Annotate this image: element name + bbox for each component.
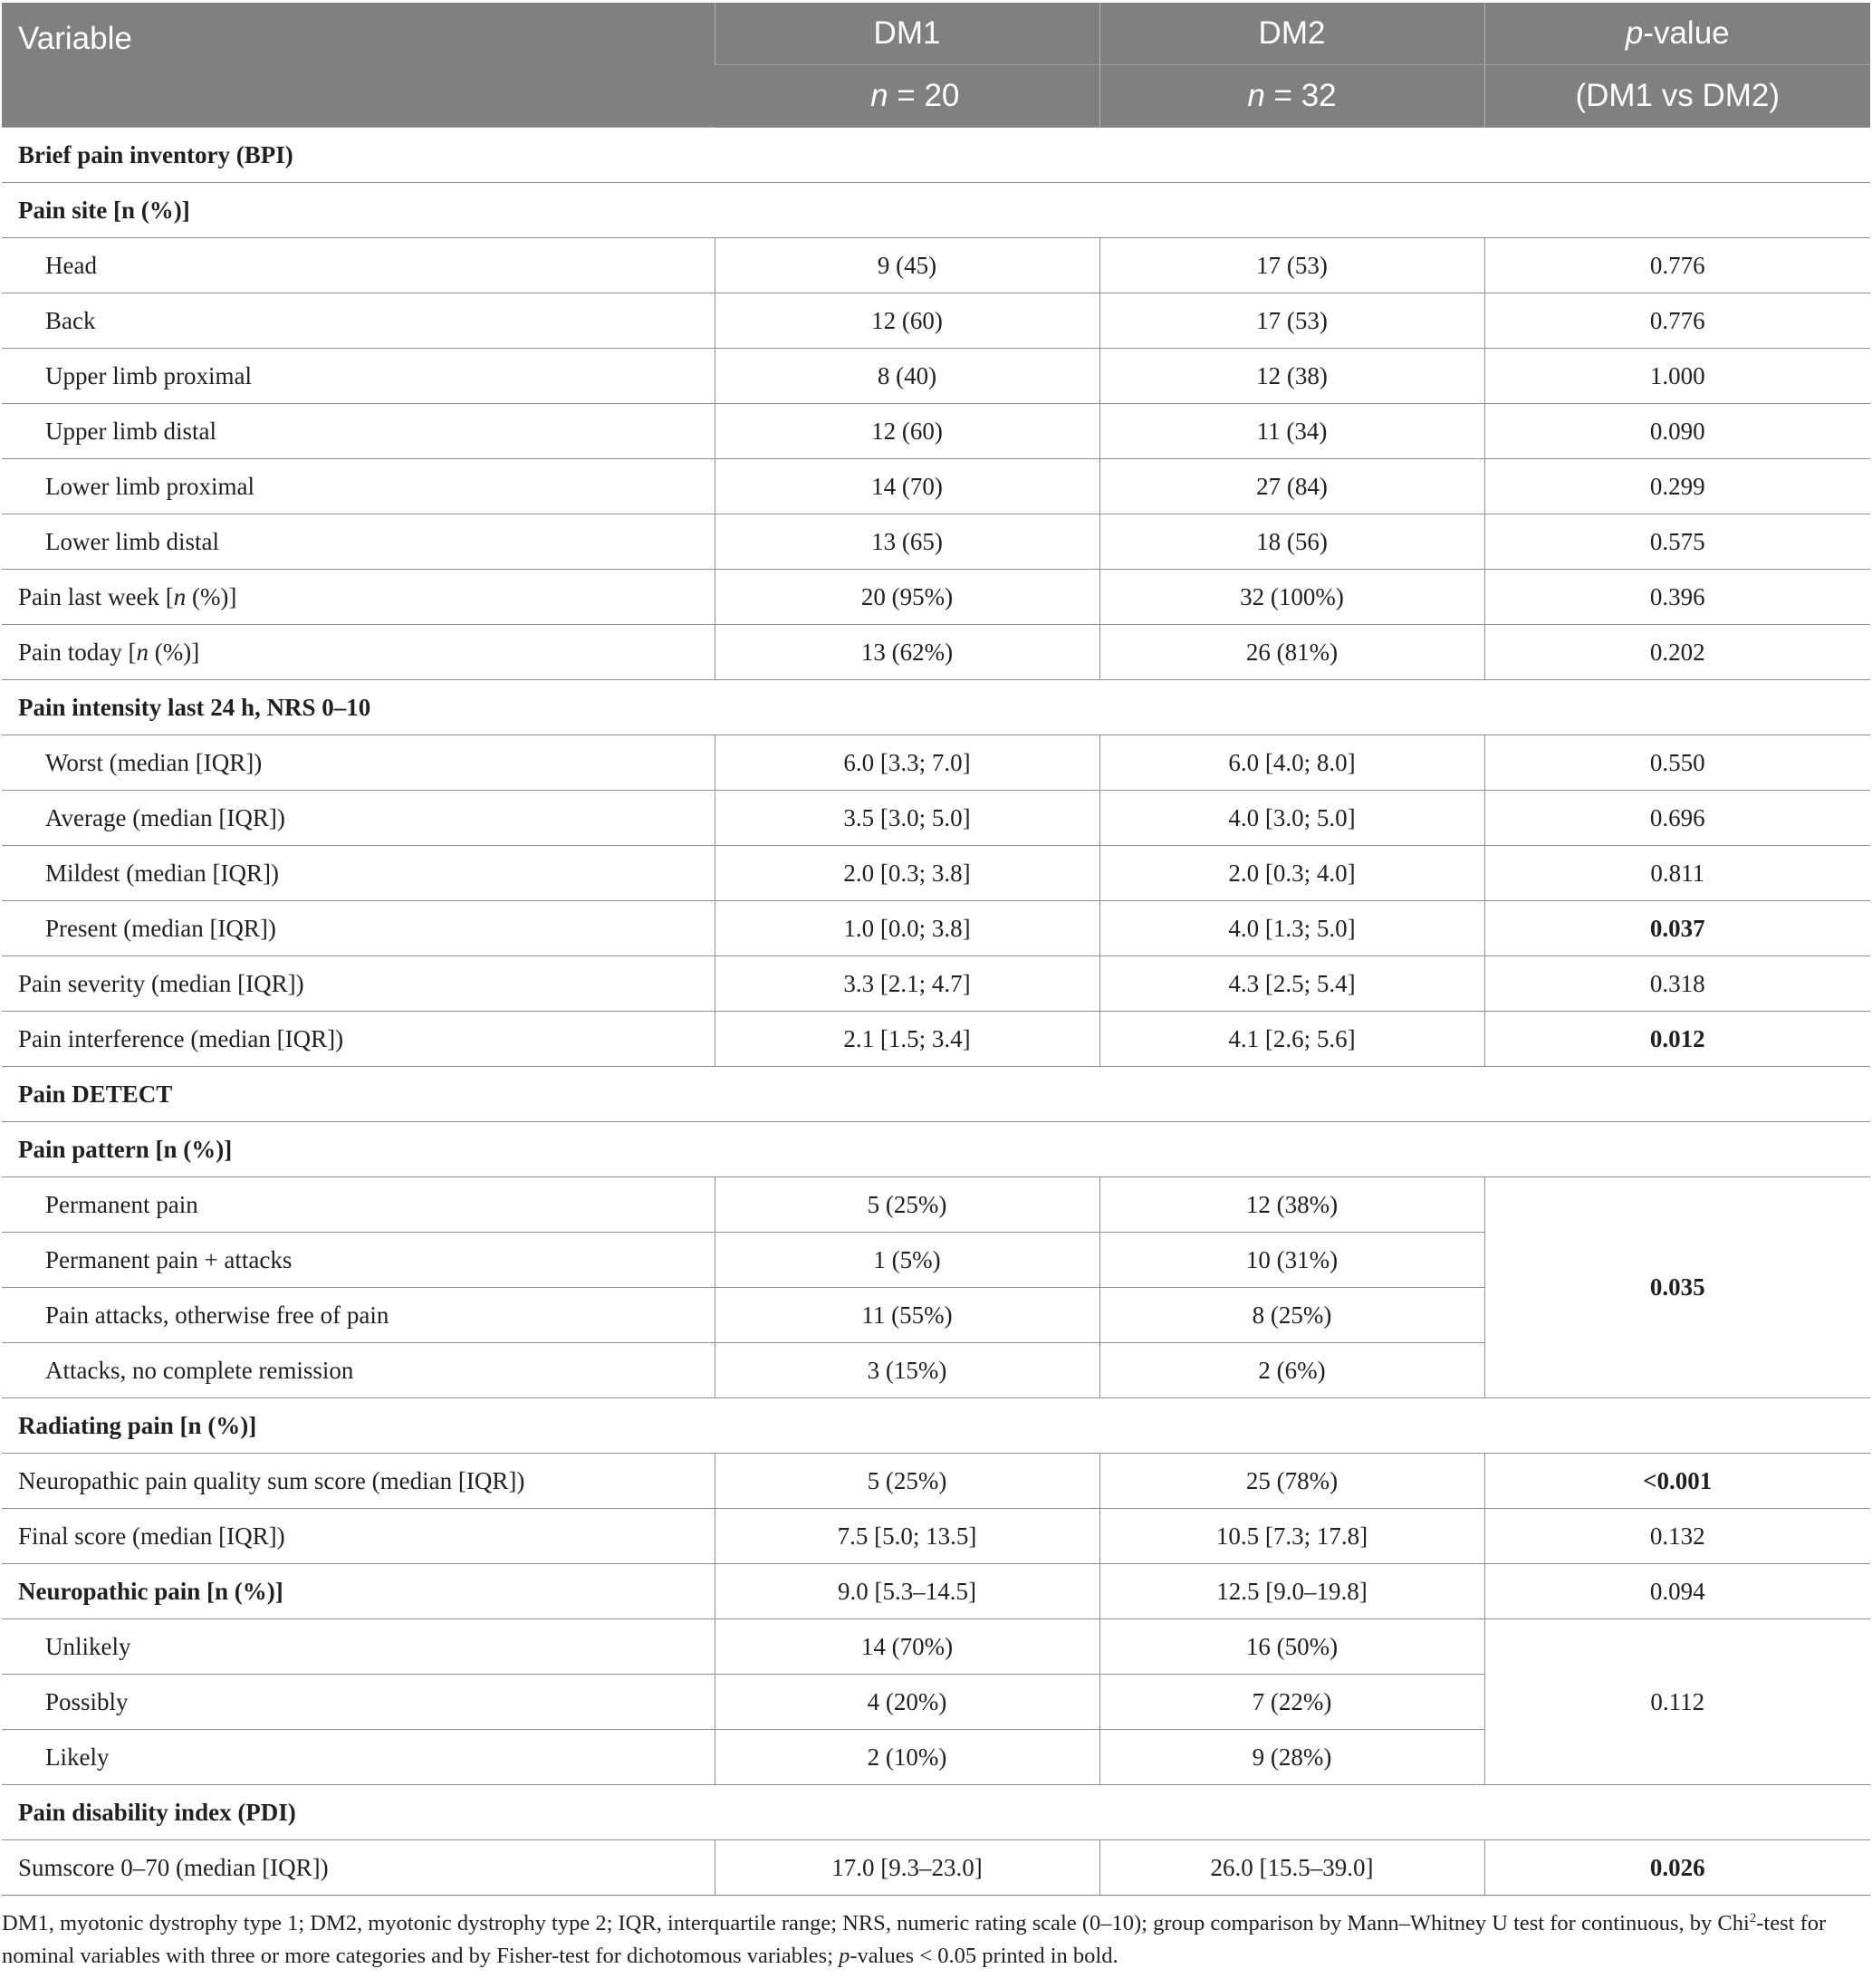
table-row (2, 1012, 1870, 1067)
table-row (2, 791, 1870, 846)
dm1-value: 17.0 [9.3–23.0] (715, 1840, 1099, 1896)
dm2-value: 4.0 [1.3; 5.0] (1099, 901, 1484, 956)
header-dm2: DM2 (1099, 3, 1484, 65)
table-row (2, 625, 1870, 680)
p-value: 0.776 (1484, 293, 1870, 349)
row-label: Upper limb distal (2, 404, 715, 459)
footnote-superscript: 2 (1749, 1911, 1757, 1926)
p-value: 0.090 (1484, 404, 1870, 459)
table-row (2, 1840, 1870, 1896)
table-row (2, 735, 1870, 791)
p-value: 0.811 (1484, 846, 1870, 901)
header-dm1-n (715, 65, 1099, 128)
dm1-value: 2.1 [1.5; 3.4] (715, 1012, 1099, 1067)
table-body (2, 128, 1870, 1896)
section-row (2, 1067, 1870, 1122)
p-value: 0.132 (1484, 1509, 1870, 1564)
footnote-p-italic: p (839, 1944, 850, 1969)
p-value: 0.696 (1484, 791, 1870, 846)
p-value: 0.550 (1484, 735, 1870, 791)
row-label: Sumscore 0–70 (median [IQR]) (2, 1840, 715, 1896)
section-row (2, 183, 1870, 238)
dm2-value: 10 (31%) (1099, 1233, 1484, 1288)
dm2-value: 6.0 [4.0; 8.0] (1099, 735, 1484, 791)
row-label-suffix: (%)] (148, 638, 200, 666)
dm2-value: 2 (6%) (1099, 1343, 1484, 1398)
p-value: 1.000 (1484, 349, 1870, 404)
dm2-value: 12.5 [9.0–19.8] (1099, 1564, 1484, 1619)
section-row (2, 1785, 1870, 1840)
row-label: Mildest (median [IQR]) (2, 846, 715, 901)
table-row (2, 514, 1870, 570)
table-row (2, 1454, 1870, 1509)
dm1-value: 3 (15%) (715, 1343, 1099, 1398)
dm2-value: 4.0 [3.0; 5.0] (1099, 791, 1484, 846)
dm1-value: 5 (25%) (715, 1177, 1099, 1233)
header-dm1-n-symbol: n (870, 78, 888, 113)
header-pvalue (1484, 3, 1870, 65)
row-label-prefix: Pain today [ (18, 638, 137, 666)
footnote-text-2: -test for nominal variables with three or more categories and by Fisher-test for dichotomous variables; (2, 1911, 1827, 1969)
dm1-value: 1.0 [0.0; 3.8] (715, 901, 1099, 956)
row-label: Final score (median [IQR]) (2, 1509, 715, 1564)
p-value: 0.112 (1484, 1619, 1870, 1785)
row-label: Pain severity (median [IQR]) (2, 956, 715, 1012)
row-label: Average (median [IQR]) (2, 791, 715, 846)
footnote-text-3: -values < 0.05 printed in bold. (850, 1944, 1118, 1969)
row-label: Upper limb proximal (2, 349, 715, 404)
row-label: Possibly (2, 1675, 715, 1730)
p-value: 0.202 (1484, 625, 1870, 680)
row-label: Likely (2, 1730, 715, 1785)
row-label: Permanent pain + attacks (2, 1233, 715, 1288)
row-label: Back (2, 293, 715, 349)
dm2-value: 32 (100%) (1099, 570, 1484, 625)
dm2-value: 26 (81%) (1099, 625, 1484, 680)
p-value: 0.299 (1484, 459, 1870, 514)
dm2-value: 4.1 [2.6; 5.6] (1099, 1012, 1484, 1067)
table-footnote (2, 1902, 1870, 1973)
header-dm1-n-value: = 20 (888, 78, 960, 113)
dm1-value: 13 (62%) (715, 625, 1099, 680)
p-value: 0.012 (1484, 1012, 1870, 1067)
p-value: 0.318 (1484, 956, 1870, 1012)
row-label: Worst (median [IQR]) (2, 735, 715, 791)
dm1-value: 14 (70) (715, 459, 1099, 514)
row-label: Unlikely (2, 1619, 715, 1675)
dm1-value: 20 (95%) (715, 570, 1099, 625)
table-row (2, 349, 1870, 404)
row-label: Permanent pain (2, 1177, 715, 1233)
p-value: 0.094 (1484, 1564, 1870, 1619)
p-value: 0.026 (1484, 1840, 1870, 1896)
p-value: 0.037 (1484, 901, 1870, 956)
row-label-prefix: Pain last week [ (18, 582, 174, 610)
dm1-value: 5 (25%) (715, 1454, 1099, 1509)
table-row (2, 293, 1870, 349)
results-table (2, 3, 1870, 1896)
row-label: Lower limb distal (2, 514, 715, 570)
dm2-value: 2.0 [0.3; 4.0] (1099, 846, 1484, 901)
dm1-value: 3.3 [2.1; 4.7] (715, 956, 1099, 1012)
dm1-value: 1 (5%) (715, 1233, 1099, 1288)
dm2-value: 10.5 [7.3; 17.8] (1099, 1509, 1484, 1564)
dm1-value: 12 (60) (715, 404, 1099, 459)
row-label: Pain attacks, otherwise free of pain (2, 1288, 715, 1343)
section-heading: Radiating pain [n (%)] (2, 1398, 1870, 1454)
dm1-value: 2.0 [0.3; 3.8] (715, 846, 1099, 901)
row-label: Neuropathic pain [n (%)] (2, 1564, 715, 1619)
section-row (2, 128, 1870, 183)
section-row (2, 1122, 1870, 1177)
dm2-value: 9 (28%) (1099, 1730, 1484, 1785)
row-label: Pain interference (median [IQR]) (2, 1012, 715, 1067)
table-row (2, 1177, 1870, 1233)
dm1-value: 12 (60) (715, 293, 1099, 349)
table-row (2, 238, 1870, 293)
p-value: <0.001 (1484, 1454, 1870, 1509)
header-dm1: DM1 (715, 3, 1099, 65)
header-dm2-n (1099, 65, 1484, 128)
table-row (2, 570, 1870, 625)
p-value: 0.035 (1484, 1177, 1870, 1398)
table-row (2, 459, 1870, 514)
section-row (2, 680, 1870, 735)
dm2-value: 16 (50%) (1099, 1619, 1484, 1675)
dm1-value: 7.5 [5.0; 13.5] (715, 1509, 1099, 1564)
dm1-value: 11 (55%) (715, 1288, 1099, 1343)
dm2-value: 18 (56) (1099, 514, 1484, 570)
row-label-italic: n (173, 582, 187, 610)
table-header (2, 3, 1870, 128)
dm2-value: 11 (34) (1099, 404, 1484, 459)
p-value: 0.776 (1484, 238, 1870, 293)
header-pvalue-sub: (DM1 vs DM2) (1484, 65, 1870, 128)
footnote-text-1: DM1, myotonic dystrophy type 1; DM2, myotonic dystrophy type 2; IQR, interquartile range; NRS, numeric rating scale (0–10); group comparison by Mann–Whitney U test for continuous, by Chi (2, 1911, 1750, 1936)
dm1-value: 6.0 [3.3; 7.0] (715, 735, 1099, 791)
section-row (2, 1398, 1870, 1454)
dm1-value: 3.5 [3.0; 5.0] (715, 791, 1099, 846)
section-heading: Pain intensity last 24 h, NRS 0–10 (2, 680, 1870, 735)
dm1-value: 14 (70%) (715, 1619, 1099, 1675)
header-pvalue-p: p (1625, 15, 1644, 51)
p-value: 0.396 (1484, 570, 1870, 625)
table-row (2, 1564, 1870, 1619)
dm2-value: 26.0 [15.5–39.0] (1099, 1840, 1484, 1896)
row-label: Neuropathic pain quality sum score (median [IQR]) (2, 1454, 715, 1509)
table-row (2, 956, 1870, 1012)
section-heading: Pain pattern [n (%)] (2, 1122, 1870, 1177)
section-heading: Pain DETECT (2, 1067, 1870, 1122)
table-row (2, 404, 1870, 459)
row-label-italic: n (136, 638, 149, 666)
dm1-value: 9.0 [5.3–14.5] (715, 1564, 1099, 1619)
table-row (2, 1509, 1870, 1564)
row-label: Head (2, 238, 715, 293)
row-label: Lower limb proximal (2, 459, 715, 514)
dm2-value: 25 (78%) (1099, 1454, 1484, 1509)
dm2-value: 17 (53) (1099, 238, 1484, 293)
dm1-value: 13 (65) (715, 514, 1099, 570)
dm2-value: 7 (22%) (1099, 1675, 1484, 1730)
results-table-container (2, 3, 1870, 1896)
row-label (2, 625, 715, 680)
section-heading: Pain disability index (PDI) (2, 1785, 1870, 1840)
p-value: 0.575 (1484, 514, 1870, 570)
dm1-value: 8 (40) (715, 349, 1099, 404)
row-label: Attacks, no complete remission (2, 1343, 715, 1398)
row-label-suffix: (%)] (186, 582, 237, 610)
section-heading: Brief pain inventory (BPI) (2, 128, 1870, 183)
dm1-value: 4 (20%) (715, 1675, 1099, 1730)
dm1-value: 9 (45) (715, 238, 1099, 293)
header-dm2-n-symbol: n (1247, 78, 1265, 113)
table-row (2, 846, 1870, 901)
dm1-value: 2 (10%) (715, 1730, 1099, 1785)
header-pvalue-suffix: -value (1643, 15, 1730, 51)
dm2-value: 8 (25%) (1099, 1288, 1484, 1343)
dm2-value: 27 (84) (1099, 459, 1484, 514)
header-dm2-n-value: = 32 (1264, 78, 1337, 113)
dm2-value: 4.3 [2.5; 5.4] (1099, 956, 1484, 1012)
dm2-value: 12 (38) (1099, 349, 1484, 404)
dm2-value: 12 (38%) (1099, 1177, 1484, 1233)
table-row (2, 1619, 1870, 1675)
row-label: Present (median [IQR]) (2, 901, 715, 956)
header-variable: Variable (2, 3, 715, 128)
row-label (2, 570, 715, 625)
dm2-value: 17 (53) (1099, 293, 1484, 349)
section-heading: Pain site [n (%)] (2, 183, 1870, 238)
table-row (2, 901, 1870, 956)
